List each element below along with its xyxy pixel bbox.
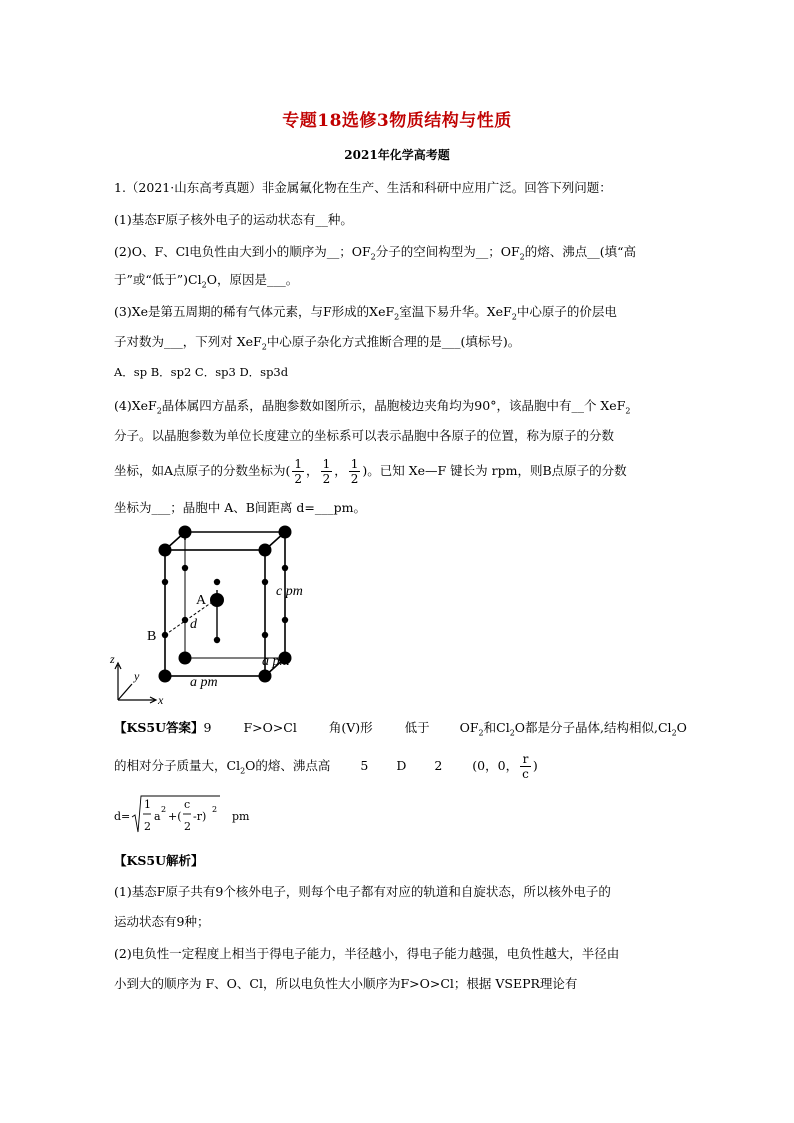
question-part-4-line3: 坐标，如A点原子的分数坐标为( $\frac{1}{2}$ ， $\frac{1}{2}$ ， $\frac{1}{2}$ )。已知 Xe—F 键长为 rpm，则B点原子的分数: [114, 457, 627, 486]
svg-text:1: 1: [144, 798, 151, 811]
svg-text:2: 2: [212, 805, 218, 814]
svg-text:a: a: [154, 810, 161, 823]
answer-line-2: 的相对分子质量大，$Cl_2O$的熔、沸点高 5 D 2 (0，0， $\frac{r}{c}$ ): [114, 752, 538, 781]
question-part-3-line1: (3)Xe是第五周期的稀有气体元素，与F形成的XeF$_2$室温下易升华。XeF$_2$中心原子的价层电: [114, 304, 617, 322]
label-a-pm-right: a pm: [262, 654, 290, 669]
question-part-2-line2: 于”或“低于$”)Cl_2O$，原因是___。: [114, 272, 299, 290]
axis-x-label: x: [158, 693, 164, 707]
answer-tag: 【KS5U答案】: [114, 720, 204, 735]
fraction-r-over-c: $\frac{r}{c}$: [522, 752, 529, 781]
analysis-part-1-line2: 运动状态有9种；: [114, 914, 210, 929]
axis-z-label: z: [110, 652, 115, 666]
fraction-half-2: $\frac{1}{2}$: [322, 457, 331, 486]
svg-text:2: 2: [184, 820, 191, 833]
label-distance-d: d: [190, 617, 197, 632]
answer-options: A．sp B．sp2 C．sp3 D．sp3d: [114, 365, 289, 379]
svg-text:-r): -r): [193, 810, 207, 823]
analysis-part-2-line1: (2)电负性一定程度上相当于得电子能力，半径越小，得电子能力越强，电负性越大，半径由: [114, 946, 620, 961]
svg-text:2: 2: [161, 805, 167, 814]
distance-formula: [114, 790, 314, 840]
label-point-b: B: [147, 629, 157, 644]
axis-y-label: y: [134, 669, 140, 683]
page-title: 专题18选修3物质结构与性质: [282, 111, 512, 131]
question-intro: 1.（2021·山东高考真题）非金属氟化物在生产、生活和科研中应用广泛。回答下列问题：: [114, 180, 612, 195]
fraction-half-3: $\frac{1}{2}$: [350, 457, 359, 486]
svg-text:d=: d=: [114, 810, 131, 823]
label-a-pm-bottom: a pm: [190, 675, 218, 690]
page-subtitle: 2021年化学高考题: [344, 148, 450, 162]
svg-text:pm: pm: [232, 810, 250, 823]
analysis-tag: 【KS5U解析】: [114, 853, 204, 868]
svg-text:2: 2: [144, 820, 151, 833]
fraction-half-1: $\frac{1}{2}$: [294, 457, 303, 486]
question-part-4-line4: 坐标为___；晶胞中 A、B间距离 d=___pm。: [114, 500, 366, 515]
svg-text:c: c: [184, 798, 191, 811]
analysis-part-2-line2: 小到大的顺序为 F、O、Cl，所以电负性大小顺序为F>O>Cl；根据 VSEPR理论有: [114, 976, 578, 991]
question-part-4-line2: 分子。以晶胞参数为单位长度建立的坐标系可以表示晶胞中各原子的位置，称为原子的分数: [114, 428, 615, 443]
question-part-4-line1: (4)XeF$_2$晶体属四方晶系，晶胞参数如图所示，晶胞棱边夹角均为90°，该晶胞中有__个 XeF$_2$: [114, 398, 631, 416]
question-part-2-line1: (2)O、F、Cl电负性由大到小的顺序为__；$OF_2$分子的空间构型为__；$OF_2$的熔、沸点__(填“高: [114, 244, 637, 262]
question-part-1: (1)基态F原子核外电子的运动状态有__种。: [114, 212, 353, 227]
answer-line-1: 【KS5U答案】9 F>O>Cl 角(V)形 低于 $OF_2$和$Cl_2O$都是分子晶体,结构相似$,Cl_2O$: [114, 720, 687, 738]
label-point-a: A: [196, 593, 207, 608]
unit-cell-diagram: [100, 520, 320, 710]
analysis-part-1-line1: (1)基态F原子共有9个核外电子，则每个电子都有对应的轨道和自旋状态，所以核外电子的: [114, 884, 611, 899]
svg-text:+(: +(: [168, 810, 182, 823]
question-part-3-line2: 子对数为___，下列对 XeF$_2$中心原子杂化方式推断合理的是___(填标号)。: [114, 334, 521, 352]
label-c-pm: c pm: [276, 584, 303, 599]
